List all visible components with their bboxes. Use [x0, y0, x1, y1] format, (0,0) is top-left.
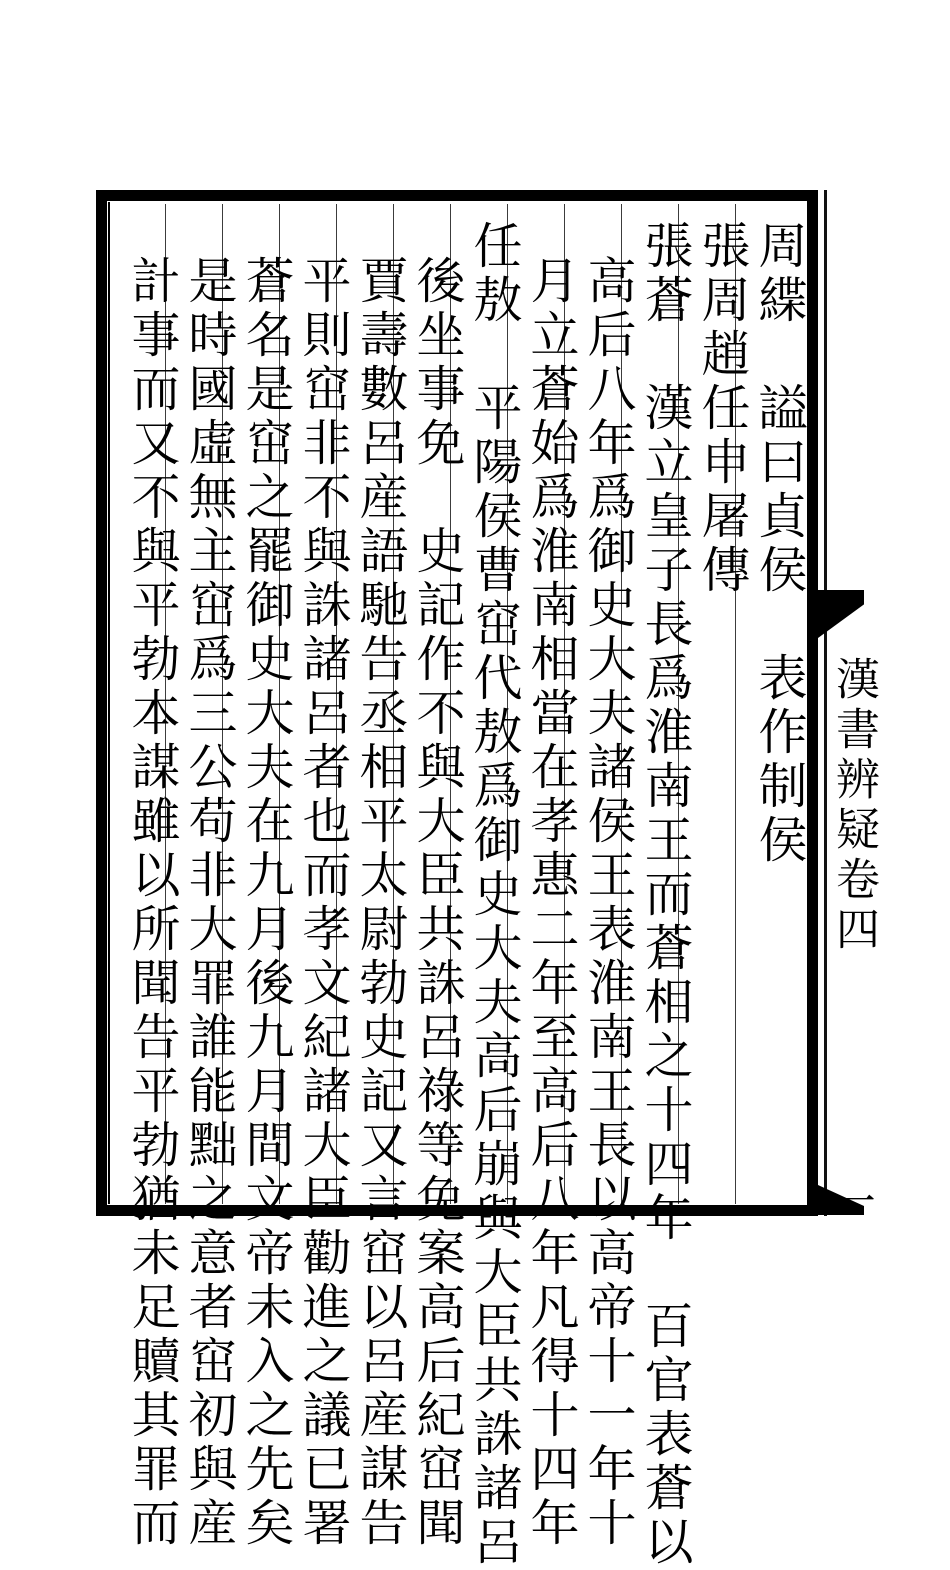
text-column-1: 周緤 謚曰貞侯 表作制侯	[751, 220, 808, 868]
spine-title: 漢書辨疑卷四	[828, 656, 879, 956]
text-column-12: 計事而又不與平勃本謀雖以所聞告平勃猶未足贖其罪而	[124, 255, 181, 1551]
text-column-7: 後坐事免 史記作不與大臣共誅呂祿等免案高后紀窋聞	[409, 255, 466, 1551]
text-column-4: 高后八年爲御史大夫諸侯王表淮南王長以高帝十一年十	[580, 255, 637, 1551]
text-column-5: 月立蒼始爲淮南相當在孝惠二年至高后八年凡得十四年	[523, 255, 580, 1551]
chapter-heading: 張周趙任申屠傳	[694, 220, 751, 598]
text-column-11: 是時國虛無主窋爲三公苟非大罪誰能黜之意者窋初與産	[181, 255, 238, 1551]
text-column-3: 張蒼 漢立皇子長爲淮南王而蒼相之十四年 百官表蒼以	[637, 220, 694, 1570]
text-column-8: 賈壽數呂産語馳告丞相平太尉勃史記又言窋以呂産謀告	[352, 255, 409, 1551]
text-column-6: 任敖 平陽侯曹窋代敖爲御史大夫高后崩與大臣共誅諸呂	[466, 220, 523, 1570]
inner-border-rule	[108, 202, 110, 1204]
spine-page-number: 一	[829, 1180, 875, 1220]
text-column-9: 平則窋非不與誅諸呂者也而孝文紀諸大臣勸進之議已署	[295, 255, 352, 1551]
fish-tail-mark-top	[818, 590, 864, 638]
text-column-10: 蒼名是窋之罷御史大夫在九月後九月間文帝未入之先矣	[238, 255, 295, 1551]
page-spine	[818, 190, 879, 1220]
